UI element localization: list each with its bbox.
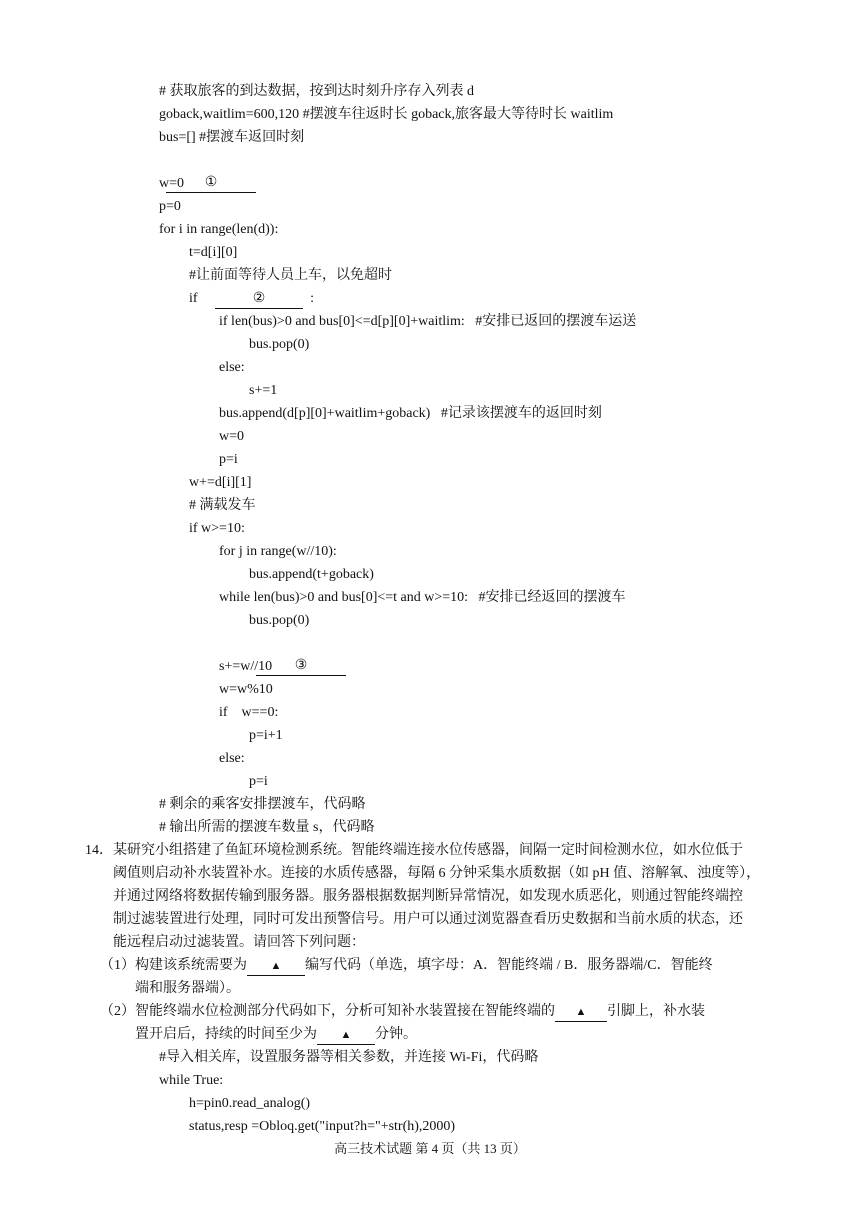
page-footer: 高三技术试题 第 4 页（共 13 页） <box>334 1141 526 1156</box>
code2-line-while: while True: <box>159 1073 224 1088</box>
code-line-while: while len(bus)>0 and bus[0]<=t and w>=10: #安排已经返回的摆渡车 <box>219 590 626 605</box>
code-line-else-2: else: <box>219 751 245 766</box>
code-line-goback: goback,waitlim=600,120 #摆渡车往返时长 goback,旅客最大等待时长 waitlim <box>159 107 614 122</box>
code-line-if-len-bus: if len(bus)>0 and bus[0]<=d[p][0]+waitlim: #安排已返回的摆渡车运送 <box>219 314 637 329</box>
code-line-for-i: for i in range(len(d)): <box>159 222 279 237</box>
question-14-text-line-5: 能远程启动过滤装置。请回答下列问题： <box>113 935 365 950</box>
code-line-w-reset: w=0 <box>219 429 245 444</box>
code-comment-output: # 输出所需的摆渡车数量 s，代码略 <box>159 820 375 835</box>
question-14-text-line-4: 制过滤装置进行处理，同时可发出预警信号。用户可以通过浏览器查看历史数据和当前水质的状态，还 <box>113 912 743 927</box>
code-line-bus-pop-1: bus.pop(0) <box>249 337 310 352</box>
sub-question-2-text-d: 分钟。 <box>375 1027 417 1042</box>
code-line-w0: w=0 <box>159 176 185 191</box>
code-line-p0: p=0 <box>159 199 181 214</box>
answer-blank-s2-minutes <box>317 1026 375 1045</box>
sub-question-1-line-2: 端和服务器端）。 <box>135 981 240 996</box>
code-line-if-w0: if w==0: <box>219 705 279 720</box>
question-14-text-line-1: 某研究小组搭建了鱼缸环境检测系统。智能终端连接水位传感器，间隔一定时间检测水位，如水位低于 <box>113 843 743 858</box>
code-line-if-w: if w>=10: <box>189 521 245 536</box>
sub-question-2-text-c: 置开启后，持续的时间至少为 <box>135 1027 317 1042</box>
answer-blank-1: ① <box>166 174 256 193</box>
code-if-blank-2-line <box>189 288 314 310</box>
question-14-text-line-3: 并通过网络将数据传输到服务器。服务器根据数据判断异常情况，如发现水质恶化，则通过智能终端控 <box>113 889 743 904</box>
sub-question-2-text-b: 引脚上，补水装 <box>607 1004 705 1019</box>
code-line-p-i-plus: p=i+1 <box>249 728 283 743</box>
code-line-bus-append-2: bus.append(t+goback) <box>249 567 374 582</box>
code-line-else-1: else: <box>219 360 245 375</box>
code2-comment-import: #导入相关库，设置服务器等相关参数，并连接 Wi-Fi，代码略 <box>159 1050 539 1065</box>
answer-blank-s2-pin <box>555 1003 607 1022</box>
code-line-s-plus: s+=1 <box>249 383 278 398</box>
answer-blank-s1 <box>247 957 305 976</box>
sub-question-2-text-a: （2）智能终端水位检测部分代码如下，分析可知补水装置接在智能终端的 <box>100 1004 555 1019</box>
sub-question-1-text-a: （1）构建该系统需要为 <box>100 958 247 973</box>
triangle-marker: ▲ <box>575 1006 587 1018</box>
question-14-text-line-2: 阈值则启动补水装置补水。连接的水质传感器，每隔 6 分钟采集水质数据（如 pH 值、溶解氧、浊度等）， <box>113 866 761 881</box>
code-line-w-plus: w+=d[i][1] <box>189 475 252 490</box>
sub-question-2-line-2 <box>135 1024 417 1046</box>
code-line-w-mod: w=w%10 <box>219 682 273 697</box>
sub-question-2-line-1 <box>100 1001 705 1023</box>
triangle-marker: ▲ <box>270 960 282 972</box>
code-comment-remaining: # 剩余的乘客安排摆渡车，代码略 <box>159 797 366 812</box>
code-line-t: t=d[i][0] <box>189 245 238 260</box>
code-line-s-div: s+=w//10 <box>219 659 273 674</box>
code-keyword-if: if <box>189 291 198 306</box>
sub-question-1-line-1 <box>100 955 713 977</box>
code-line-bus-pop-2: bus.pop(0) <box>249 613 310 628</box>
answer-blank-2: ② <box>215 290 303 309</box>
code-comment-get-data: # 获取旅客的到达数据，按到达时刻升序存入列表 d <box>159 84 474 99</box>
code2-line-read-analog: h=pin0.read_analog() <box>189 1096 311 1111</box>
triangle-marker: ▲ <box>340 1029 352 1041</box>
code-line-p-i-1: p=i <box>219 452 238 467</box>
sub-question-1-text-b: 编写代码（单选，填字母：A．智能终端 / B．服务器端/C．智能终 <box>305 958 713 973</box>
code-comment-full-load: # 满载发车 <box>189 498 256 513</box>
code-line-for-j: for j in range(w//10): <box>219 544 337 559</box>
code-line-bus-append-1: bus.append(d[p][0]+waitlim+goback) #记录该摆渡车的返回时刻 <box>219 406 602 421</box>
code2-line-obloq-get: status,resp =Obloq.get("input?h="+str(h),2000) <box>189 1119 456 1134</box>
code-comment-let-board: #让前面等待人员上车，以免超时 <box>189 268 392 283</box>
code-colon: : <box>310 291 314 306</box>
code-line-p-i-2: p=i <box>249 774 268 789</box>
code-line-bus: bus=[] #摆渡车返回时刻 <box>159 130 305 145</box>
question-14-number: 14． <box>85 843 113 858</box>
answer-blank-3: ③ <box>256 657 346 676</box>
